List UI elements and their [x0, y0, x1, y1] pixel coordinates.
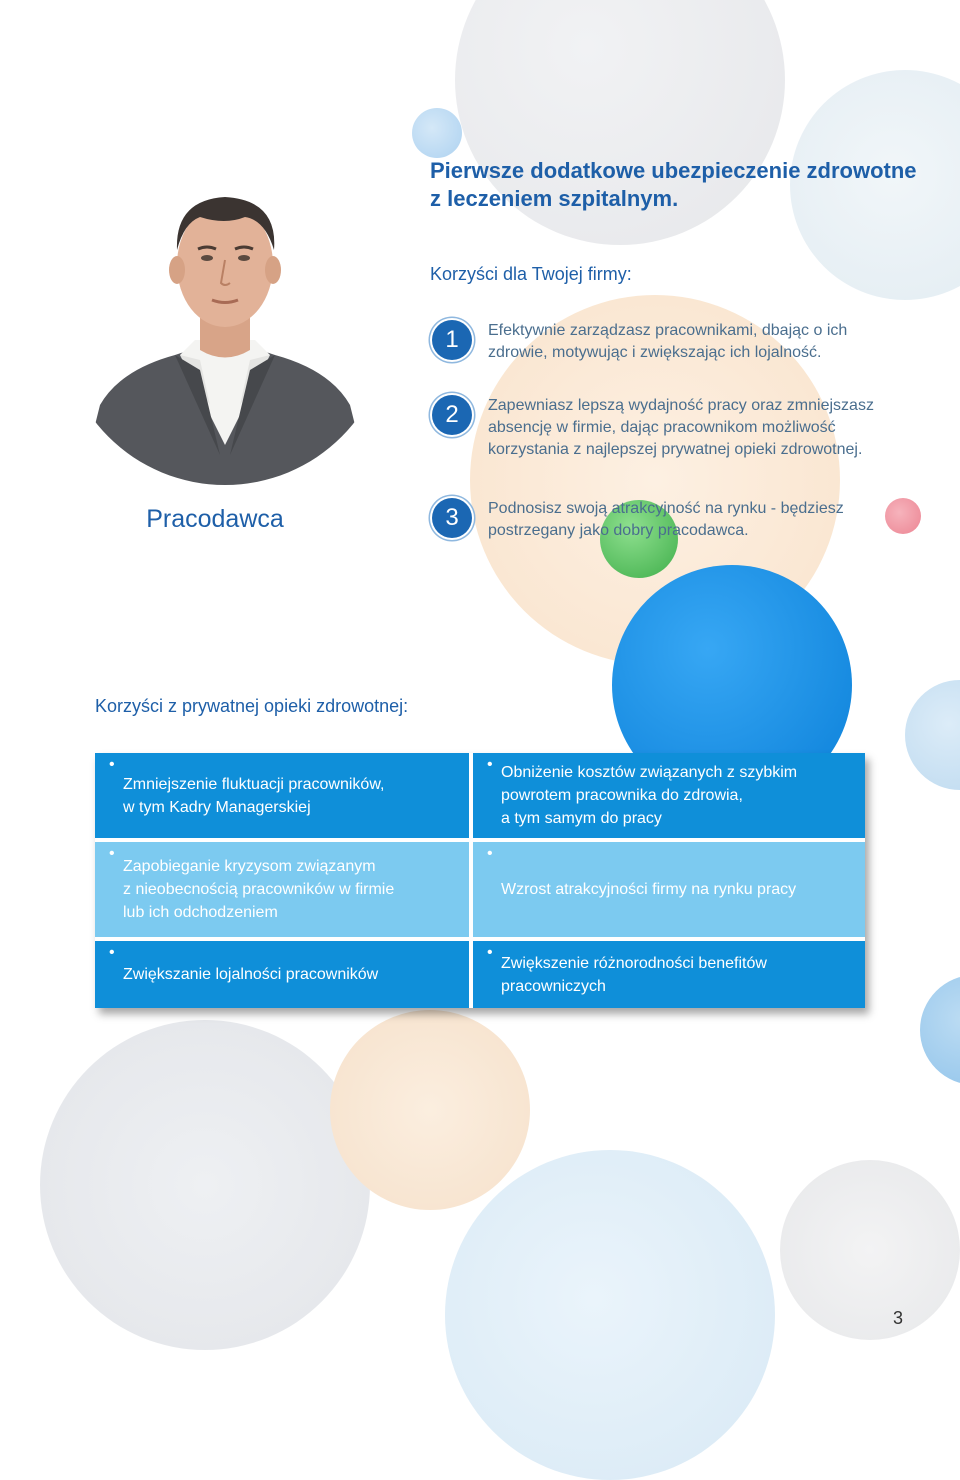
grid-cell-line: Zwiększenie różnorodności benefitów — [501, 954, 767, 972]
benefit-text — [488, 320, 908, 364]
grid-cell-text — [501, 878, 796, 901]
benefit-text — [488, 395, 908, 461]
role-label: Pracodawca — [146, 505, 284, 533]
grid-cell — [473, 842, 865, 937]
grid-cell-text — [123, 773, 384, 819]
grid-cell-line: w tym Kadry Managerskiej — [123, 798, 311, 816]
page-title-line: Pierwsze dodatkowe ubezpieczenie zdrowotne — [430, 158, 917, 183]
bullet-icon: • — [487, 845, 493, 862]
decorative-circle — [905, 680, 960, 790]
grid-cell — [473, 941, 865, 1008]
benefits-subheading: Korzyści dla Twojej firmy: — [430, 264, 632, 284]
benefit-text-line: Efektywnie zarządzasz pracownikami, dbając o ich — [488, 322, 848, 339]
grid-cell-line: Obniżenie kosztów związanych z szybkim — [501, 764, 798, 781]
grid-cell-line: z nieobecnością pracowników w firmie — [123, 881, 395, 898]
grid-cell-text — [501, 952, 767, 998]
decorative-circle — [780, 1160, 960, 1340]
grid-cell-line: Zwiększanie lojalności pracowników — [123, 966, 379, 983]
grid-cell-line: Zmniejszenie fluktuacji pracowników, — [123, 775, 385, 793]
grid-cell-text — [501, 761, 797, 830]
decorative-circle — [445, 1150, 775, 1480]
benefit-text-line: postrzegany jako dobry pracodawca. — [488, 522, 749, 539]
bullet-icon: • — [109, 944, 115, 961]
number-badge: 1 — [432, 320, 472, 360]
benefits-grid — [95, 753, 865, 1008]
section-title: Korzyści z prywatnej opieki zdrowotnej: — [95, 696, 409, 716]
grid-cell — [95, 941, 469, 1008]
grid-cell-line: a tym samym do pracy — [501, 810, 662, 827]
number-badge: 2 — [432, 395, 472, 435]
benefit-text — [488, 498, 908, 542]
grid-cell — [95, 753, 469, 838]
benefit-text-line: Zapewniasz lepszą wydajność pracy oraz zmniejszasz — [488, 397, 874, 414]
decorative-circle — [920, 975, 960, 1085]
page-title-line: z leczeniem szpitalnym. — [430, 186, 679, 211]
grid-cell — [473, 753, 865, 838]
grid-cell-line: pracowniczych — [501, 977, 606, 995]
grid-cell-line: Wzrost atrakcyjności firmy na rynku pracy — [501, 881, 797, 898]
grid-cell — [95, 842, 469, 937]
number-badge: 3 — [432, 498, 472, 538]
employer-portrait — [60, 155, 390, 485]
benefit-text-line: korzystania z najlepszej prywatnej opieki zdrowotnej. — [488, 441, 863, 458]
benefit-text-line: zdrowie, motywując i zwiększając ich lojalność. — [488, 344, 822, 361]
grid-cell-text — [123, 963, 378, 986]
bullet-icon: • — [109, 756, 115, 773]
benefit-text-line: Podnosisz swoją atrakcyjność na rynku - będziesz — [488, 500, 844, 517]
bullet-icon: • — [487, 756, 493, 773]
grid-cell-text — [123, 855, 394, 924]
grid-cell-line: Zapobieganie kryzysom związanym — [123, 858, 376, 875]
page-title — [430, 157, 930, 213]
page-number: 3 — [893, 1308, 904, 1328]
bullet-icon: • — [487, 944, 493, 961]
bullet-icon: • — [109, 845, 115, 862]
grid-cell-line: lub ich odchodzeniem — [123, 904, 278, 921]
benefit-text-line: absencję w firmie, dając pracownikom możliwość — [488, 419, 836, 436]
decorative-circle — [412, 108, 462, 158]
decorative-circle — [40, 1020, 370, 1350]
grid-cell-line: powrotem pracownika do zdrowia, — [501, 787, 743, 804]
decorative-circle — [330, 1010, 530, 1210]
